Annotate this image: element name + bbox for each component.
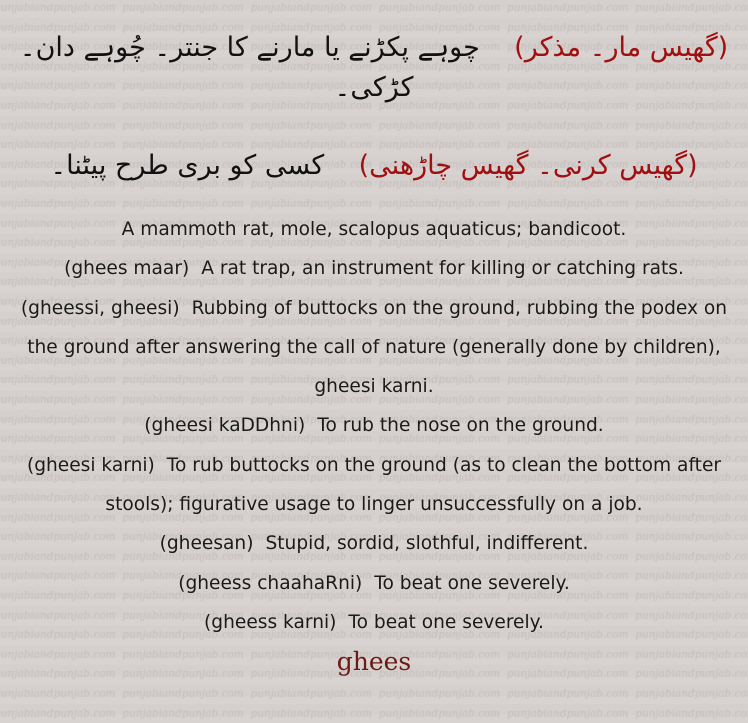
definition-entry: [6, 564, 742, 603]
definition-entry: [6, 446, 742, 525]
definition-entry: [6, 249, 742, 288]
entry-term: (gheesi karni): [26, 454, 155, 476]
entry-definition: To rub the nose on the ground.: [317, 415, 604, 437]
entry-definition: To beat one severely.: [348, 611, 544, 633]
urdu-definition: چوہے پکڑنے یا مارنے کا جنتر۔ چُوہے دان۔ کڑکی۔: [19, 32, 480, 103]
entry-term: (gheess karni): [204, 611, 337, 633]
definition-entry: [6, 289, 742, 407]
english-definitions: [6, 210, 742, 642]
entry-term: (gheess chaahaRni): [178, 572, 363, 594]
definition-entry: [6, 210, 742, 249]
entry-definition: Stupid, sordid, slothful, indifferent.: [265, 533, 589, 555]
entry-definition: Rubbing of buttocks on the ground, rubbing the podex on the ground after answering the call of nature (generally done by children), gheesi karni.: [27, 297, 728, 398]
entry-term: (gheesi kaDDhni): [144, 415, 306, 437]
entry-definition: A mammoth rat, mole, scalopus aquaticus; bandicoot.: [121, 219, 627, 240]
definition-entry: [6, 524, 742, 563]
urdu-term-red: (گھیس مار۔ مذکر): [514, 32, 729, 63]
entry-term: (gheessi, gheesi): [20, 297, 180, 319]
entry-definition: A rat trap, an instrument for killing or catching rats.: [201, 258, 684, 280]
entry-term: (gheesan): [159, 533, 254, 555]
definition-entry: [6, 603, 742, 642]
urdu-term-red: (گھیس کرنی۔ گھیس چاڑھنی): [358, 150, 698, 181]
urdu-definition: کسی کو بری طرح پیٹنا۔: [50, 150, 325, 181]
entry-term: (ghees maar): [64, 258, 190, 280]
headword: ghees: [336, 647, 412, 677]
entry-definition: To rub buttocks on the ground (as to clean the bottom after stools); figurative usage to linger unsuccessfully on a job.: [105, 454, 722, 516]
urdu-line-2: [0, 146, 748, 186]
urdu-line-1: [0, 28, 748, 108]
entry-definition: To beat one severely.: [374, 572, 570, 594]
definition-entry: [6, 406, 742, 445]
